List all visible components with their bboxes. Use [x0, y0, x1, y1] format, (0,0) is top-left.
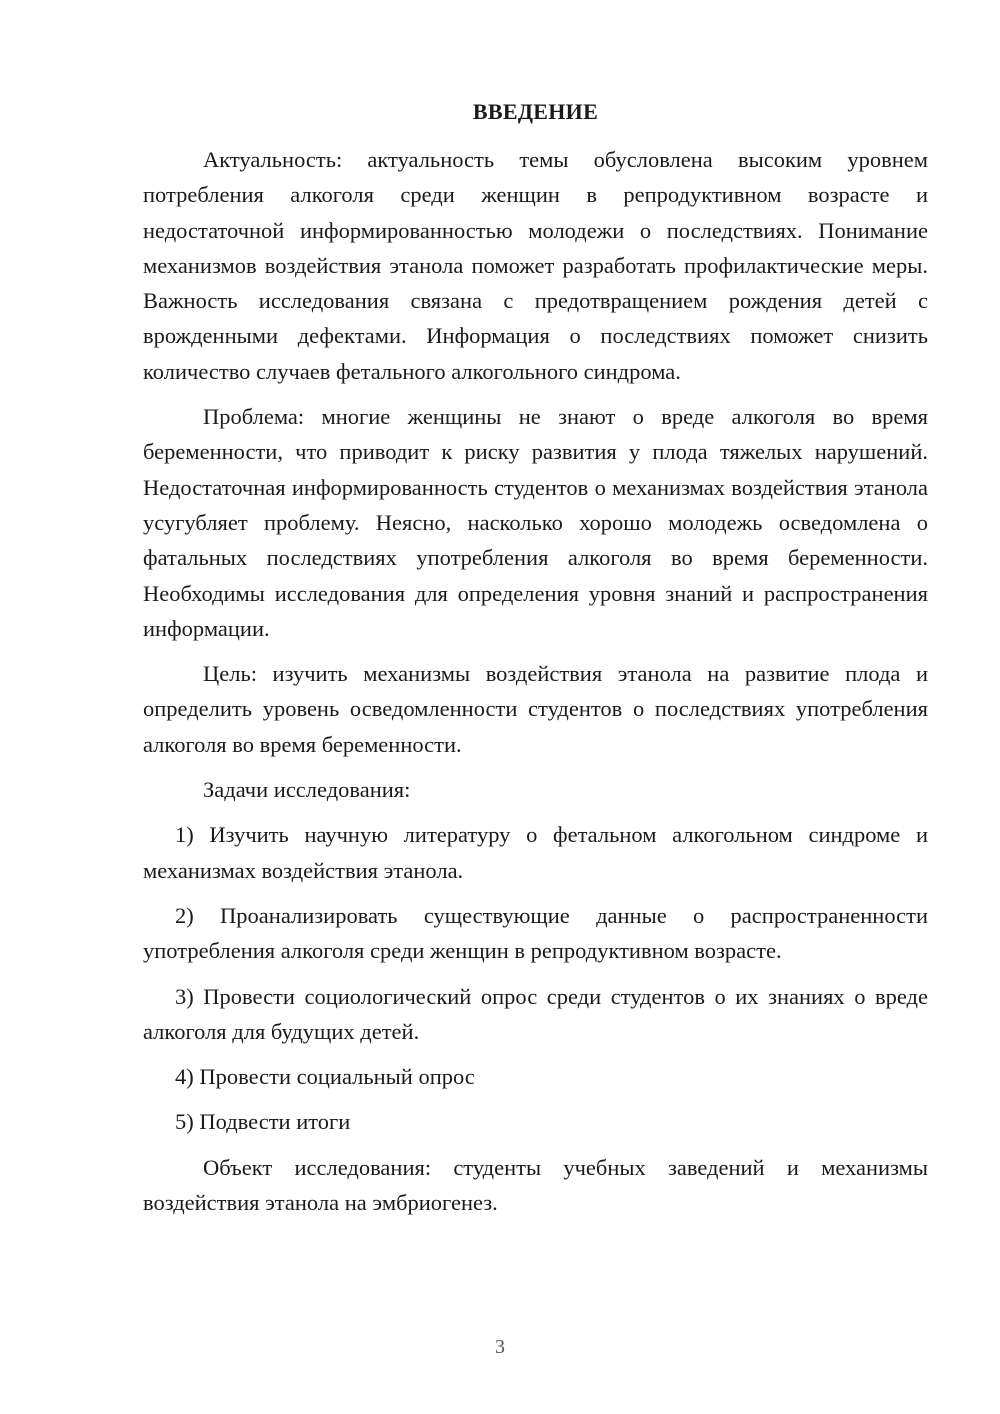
paragraph-object: Объект исследования: студенты учебных заведений и механизмы воздействия этанола на эмбриогенез. [143, 1154, 928, 1216]
page-number: 3 [495, 1336, 505, 1358]
task-item-5: 5) Подвести итоги [175, 1109, 351, 1135]
body-text [143, 142, 928, 1230]
paragraph-problem: Проблема: многие женщины не знают о вреде алкоголя во время беременности, что приводит к риску развития у плода тяжелых нарушений. Недостаточная информированность студентов о механизмах воздействия этанола усугубляет проблему. Неясно, насколько хорошо молодежь осведомлена о фатальных последствиях употребления алкоголя во время беременности. Необходимы исследования для определения уровня знаний и распространения информации. [143, 404, 928, 641]
paragraph-relevance: Актуальность: актуальность темы обусловлена высоким уровнем потребления алкоголя среди женщин в репродуктивном возрасте и недостаточной информированностью молодежи о последствиях. Понимание механизмов воздействия этанола поможет разработать профилактические меры. Важность исследования связана с предотвращением рождения детей с врожденными дефектами. Информация о последствиях поможет снизить количество случаев фетального алкогольного синдрома. [143, 147, 928, 384]
page-title: ВВЕДЕНИЕ [472, 99, 599, 124]
task-item-1: 1) Изучить научную литературу о фетальном алкогольном синдроме и механизмах воздействия этанола. [143, 822, 928, 883]
tasks-heading: Задачи исследования: [203, 777, 411, 803]
task-item-2: 2) Проанализировать существующие данные о распространенности употребления алкоголя среди женщин в репродуктивном возрасте. [143, 902, 928, 964]
paragraph-goal: Цель: изучить механизмы воздействия этанола на развитие плода и определить уровень осведомленности студентов о последствиях употребления алкоголя во время беременности. [143, 661, 928, 757]
task-item-3: 3) Провести социологический опрос среди студентов о их знаниях о вреде алкоголя для будущих детей. [143, 983, 928, 1044]
task-item-4: 4) Провести социальный опрос [175, 1064, 475, 1090]
